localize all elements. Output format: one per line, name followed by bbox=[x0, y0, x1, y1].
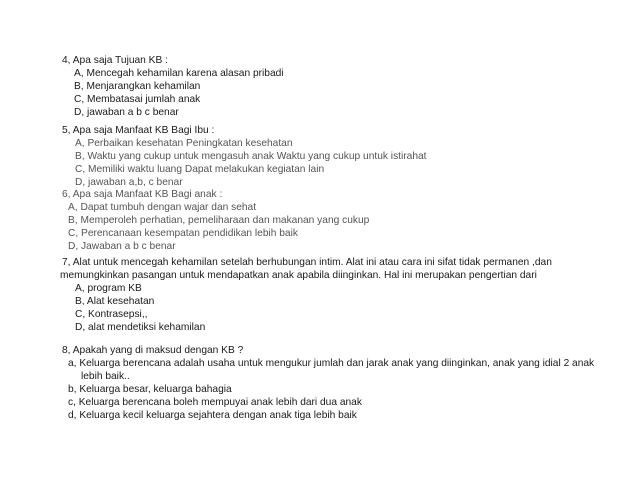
question-7-text-line-2: memungkinkan pasangan untuk mendapatkan anak apabila diinginkan. Hal ini merupakan pengertian dari bbox=[60, 270, 537, 281]
question-7-option-b: B, Alat kesehatan bbox=[75, 296, 155, 307]
question-7-option-a: A, program KB bbox=[75, 283, 142, 294]
question-4-text: 4, Apa saja Tujuan KB : bbox=[62, 55, 168, 66]
question-8-option-a-line-1: a, Keluarga berencana adalah usaha untuk mengukur jumlah dan jarak anak yang diinginkan, anak yang idial 2 anak bbox=[68, 358, 595, 369]
question-8-option-a-line-2: lebih baik.. bbox=[81, 371, 130, 382]
question-7 bbox=[62, 256, 552, 334]
question-6-option-a: A, Dapat tumbuh dengan wajar dan sehat bbox=[68, 202, 257, 213]
question-4-option-a: A, Mencegah kehamilan karena alasan pribadi bbox=[74, 68, 284, 79]
question-6-option-b: B, Memperoleh perhatian, pemeliharaan dan makanan yang cukup bbox=[68, 215, 370, 226]
question-8-option-d: d, Keluarga kecil keluarga sejahtera dengan anak tiga lebih baik bbox=[68, 410, 357, 421]
question-4-option-b: B, Menjarangkan kehamilan bbox=[74, 81, 201, 92]
question-5-text: 5, Apa saja Manfaat KB Bagi Ibu : bbox=[62, 125, 215, 136]
question-6-text: 6, Apa saja Manfaat KB Bagi anak : bbox=[62, 189, 223, 200]
question-8-option-b: b, Keluarga besar, keluarga bahagia bbox=[68, 384, 232, 395]
question-7-option-c: C, Kontrasepsi,, bbox=[75, 309, 148, 320]
question-8 bbox=[62, 344, 594, 422]
question-5 bbox=[62, 124, 426, 189]
question-7-text-line-1: 7, Alat untuk mencegah kehamilan setelah berhubungan intim. Alat ini atau cara ini sifat tidak permanen ,dan bbox=[62, 257, 552, 268]
question-5-option-b: B, Waktu yang cukup untuk mengasuh anak Waktu yang cukup untuk istirahat bbox=[75, 151, 427, 162]
question-5-option-a: A, Perbaikan kesehatan Peningkatan kesehatan bbox=[75, 138, 293, 149]
question-7-option-d: D, alat mendetiksi kehamilan bbox=[75, 322, 206, 333]
question-5-option-d: D, jawaban a,b, c benar bbox=[75, 177, 183, 188]
question-4-option-c: C, Membatasai jumlah anak bbox=[74, 94, 201, 105]
question-6-option-d: D, Jawaban a b c benar bbox=[68, 241, 176, 252]
question-6-option-c: C, Perencanaan kesempatan pendidikan lebih baik bbox=[68, 228, 298, 239]
question-4 bbox=[62, 54, 284, 119]
question-6 bbox=[62, 188, 369, 253]
question-8-option-c: c, Keluarga berencana boleh mempuyai anak lebih dari dua anak bbox=[68, 397, 362, 408]
question-5-option-c: C, Memiliki waktu luang Dapat melakukan kegiatan lain bbox=[75, 164, 325, 175]
question-4-option-d: D, jawaban a b c benar bbox=[74, 107, 179, 118]
question-8-text: 8, Apakah yang di maksud dengan KB ? bbox=[62, 345, 244, 356]
